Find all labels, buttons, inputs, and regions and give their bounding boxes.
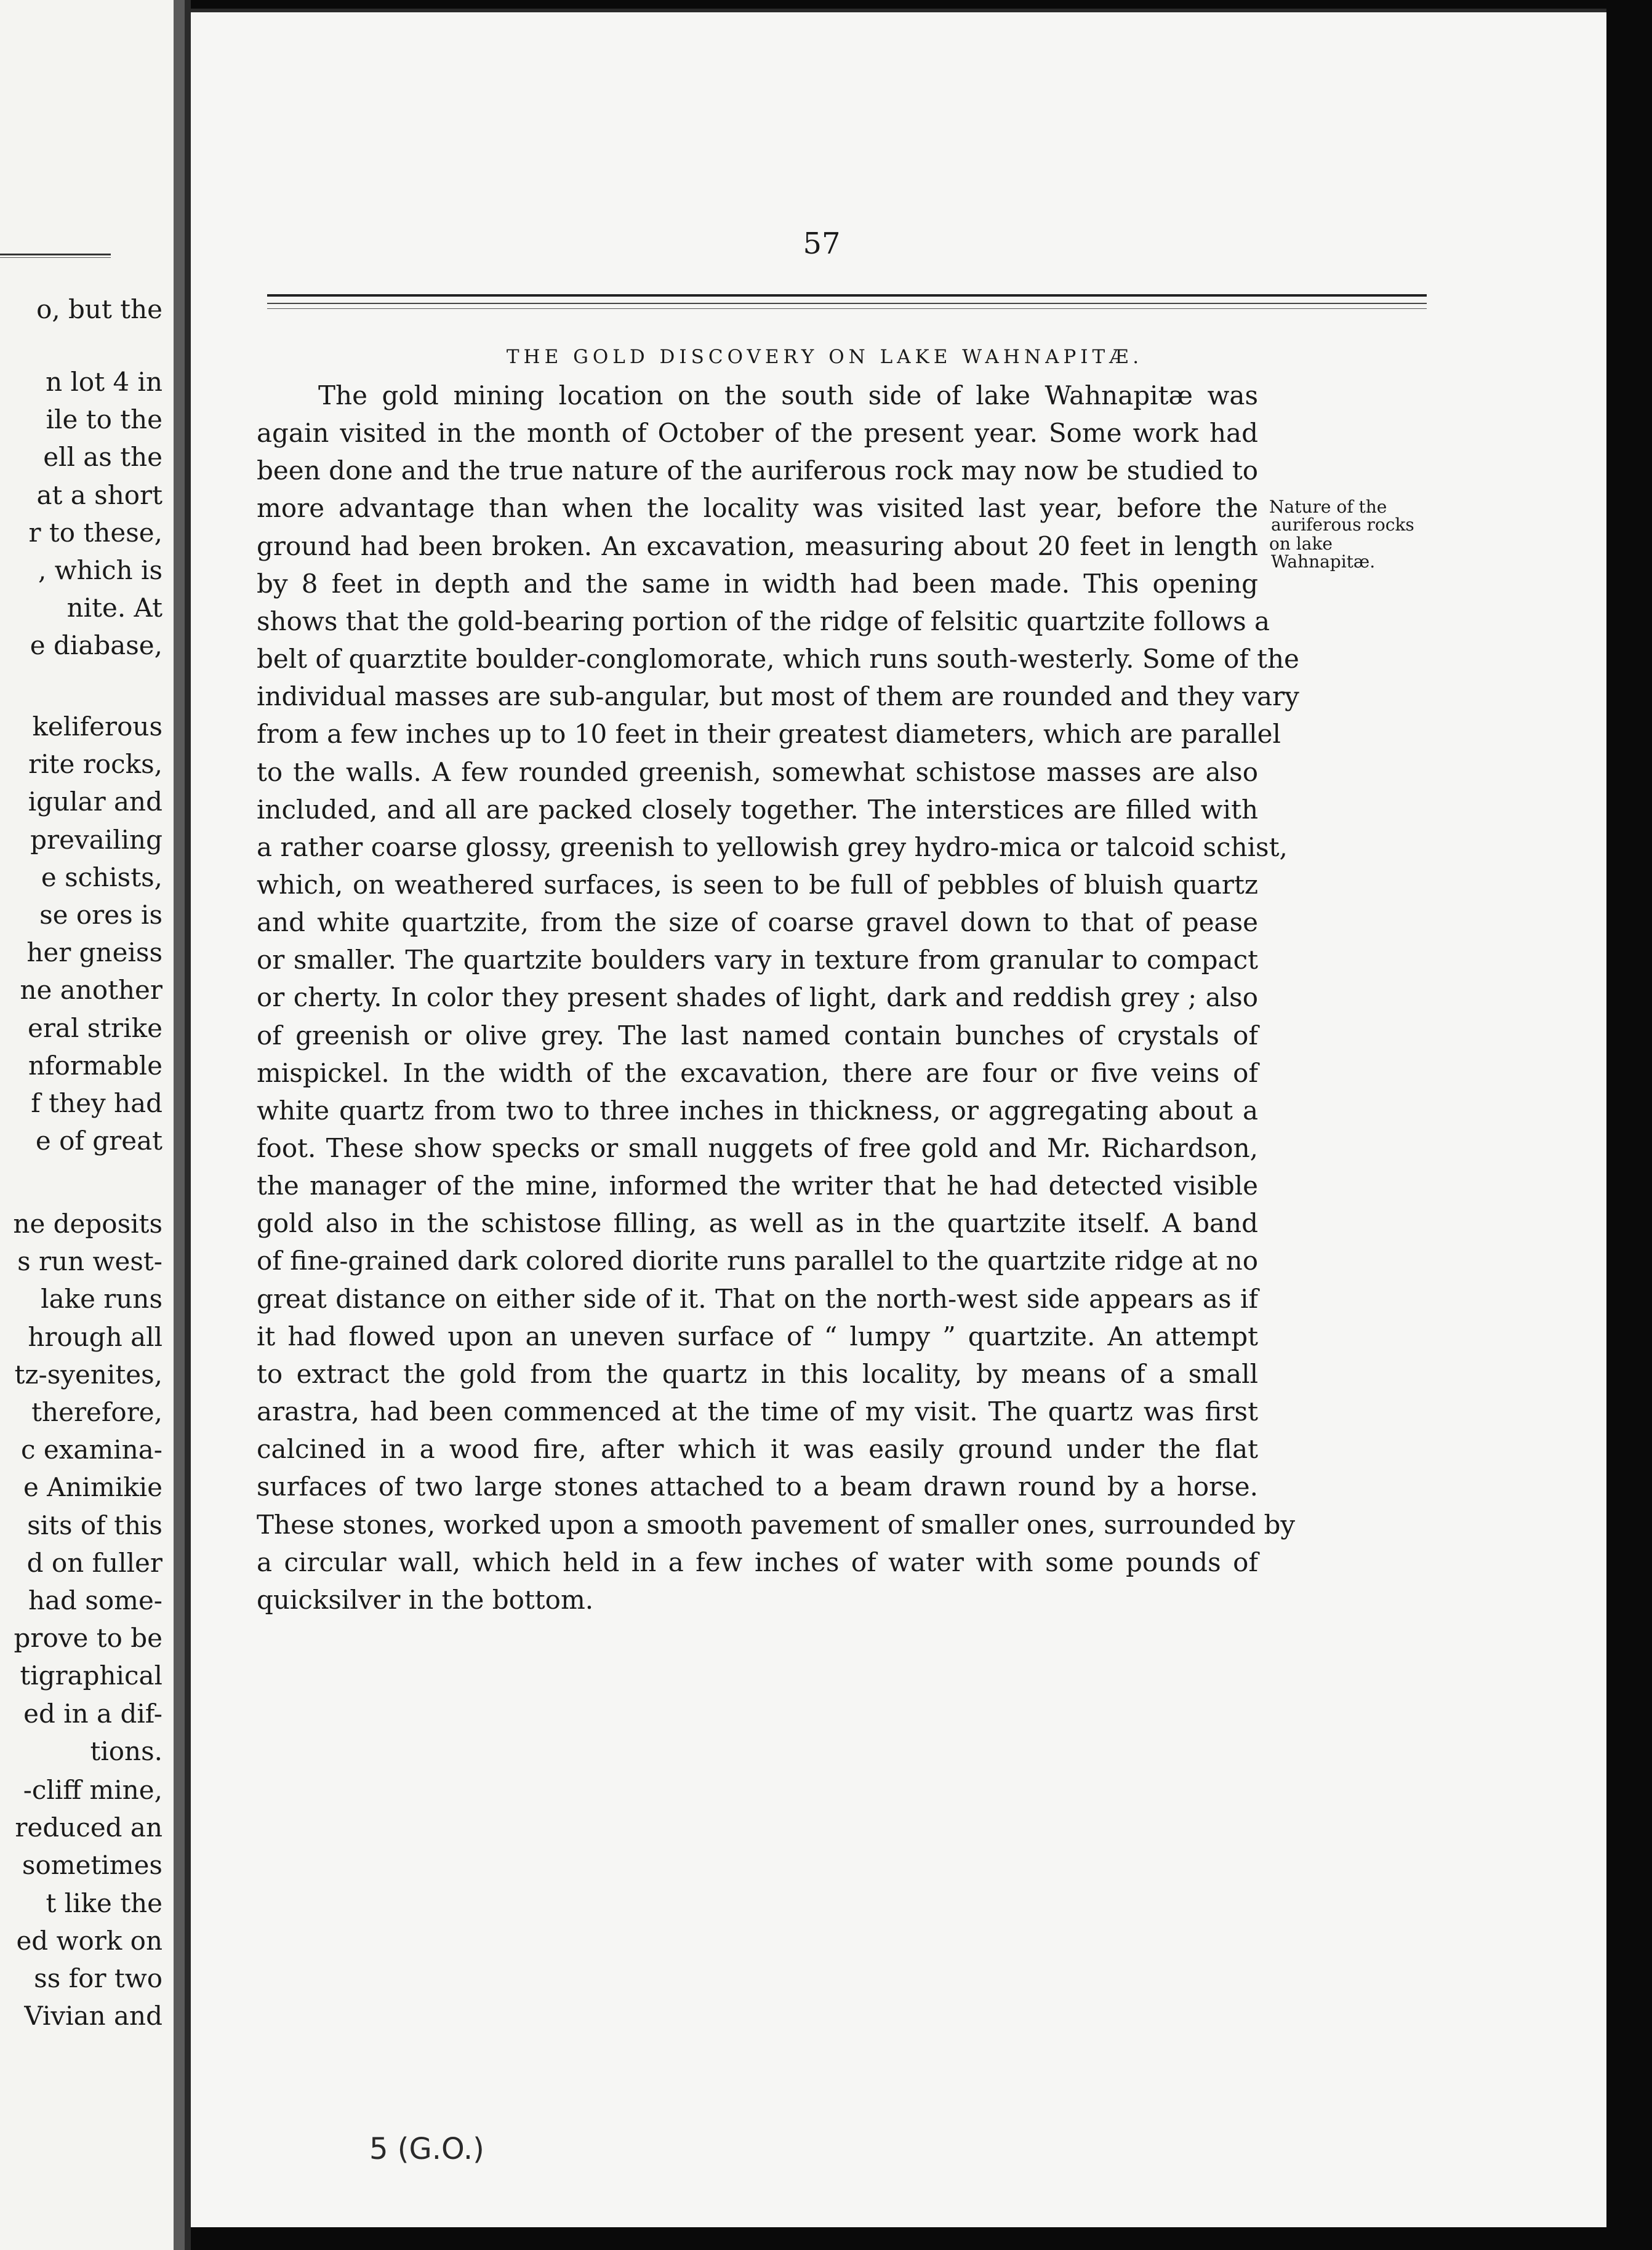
left-page-line: ell as the bbox=[43, 442, 162, 473]
left-page-line: e of great bbox=[35, 1126, 162, 1156]
header-rule bbox=[267, 303, 1427, 304]
left-page-line: eral strike bbox=[27, 1012, 162, 1043]
paragraph-line: calcined in a wood fire, after which it was easily ground under the flat bbox=[257, 1434, 1258, 1465]
paragraph-line: to extract the gold from the quartz in this locality, by means of a small bbox=[257, 1358, 1258, 1389]
left-page-line: , which is bbox=[38, 555, 162, 585]
paragraph-line: or smaller. The quartzite boulders vary in texture from granular to compact bbox=[257, 945, 1258, 975]
paragraph-line: to the walls. A few rounded greenish, somewhat schistose masses are also bbox=[257, 756, 1258, 787]
paragraph-line: ground had been broken. An excavation, measuring about 20 feet in length bbox=[257, 530, 1258, 561]
header-rule bbox=[267, 294, 1427, 297]
paragraph-line: a circular wall, which held in a few inches of water with some pounds of bbox=[257, 1547, 1258, 1577]
paragraph-line: great distance on either side of it. That on the north-west side appears as if bbox=[257, 1283, 1258, 1314]
left-page-line: nite. At bbox=[66, 593, 162, 623]
header-rule bbox=[267, 308, 1427, 309]
paragraph-line: from a few inches up to 10 feet in their greatest diameters, which are parallel bbox=[257, 719, 1281, 750]
page-number: 57 bbox=[803, 226, 841, 261]
left-page-line: r to these, bbox=[28, 517, 162, 548]
paragraph-line: of greenish or olive grey. The last named contain bunches of crystals of bbox=[257, 1020, 1258, 1051]
paragraph-line: mispickel. In the width of the excavation, there are four or five veins of bbox=[257, 1057, 1258, 1088]
paragraph-line: white quartz from two to three inches in thickness, or aggregating about a bbox=[257, 1095, 1258, 1126]
binding-shadow bbox=[185, 0, 191, 2250]
margin-note-line: Nature of the bbox=[1269, 497, 1387, 517]
left-page-rule bbox=[0, 254, 111, 258]
paragraph-line: quicksilver in the bottom. bbox=[257, 1584, 594, 1615]
left-page-line: prevailing bbox=[30, 824, 162, 855]
left-page-line: lake runs bbox=[41, 1284, 162, 1315]
left-page-line: se ores is bbox=[39, 900, 162, 930]
left-page-line: reduced an bbox=[15, 1812, 162, 1843]
left-page-line: f they had bbox=[31, 1088, 162, 1118]
left-page-line: ne another bbox=[20, 975, 162, 1006]
left-page-line: prove to be bbox=[14, 1623, 162, 1654]
left-page-line: igular and bbox=[28, 787, 162, 817]
section-heading: THE GOLD DISCOVERY ON LAKE WAHNAPITÆ. bbox=[506, 346, 1144, 368]
paragraph-line: been done and the true nature of the auriferous rock may now be studied to bbox=[257, 455, 1258, 486]
paragraph-line: surfaces of two large stones attached to a beam drawn round by a horse. bbox=[257, 1471, 1258, 1502]
scan-edge bbox=[1606, 0, 1652, 2250]
left-page-line: t like the bbox=[46, 1888, 162, 1918]
left-page-line: e Animikie bbox=[23, 1472, 162, 1503]
left-page-line: e diabase, bbox=[30, 630, 162, 661]
left-facing-page bbox=[0, 0, 174, 2250]
left-page-line: -cliff mine, bbox=[23, 1775, 162, 1805]
paragraph-line: These stones, worked upon a smooth pavement of smaller ones, surrounded by bbox=[257, 1509, 1296, 1540]
paragraph-line: it had flowed upon an uneven surface of “ lumpy ” quartzite. An attempt bbox=[257, 1321, 1258, 1351]
paragraph-line: arastra, had been commenced at the time of my visit. The quartz was first bbox=[257, 1396, 1258, 1427]
paragraph-line: again visited in the month of October of the present year. Some work had bbox=[257, 418, 1258, 449]
left-page-line: d on fuller bbox=[26, 1547, 162, 1578]
left-page-line: Vivian and bbox=[24, 2001, 162, 2032]
page-top-edge bbox=[191, 9, 1606, 12]
left-page-line: nformable bbox=[28, 1050, 162, 1081]
paragraph-line: foot. These show specks or small nuggets of free gold and Mr. Richardson, bbox=[257, 1133, 1258, 1163]
left-page-line: ne deposits bbox=[13, 1209, 162, 1239]
paragraph-line: or cherty. In color they present shades of light, dark and reddish grey ; also bbox=[257, 982, 1258, 1013]
main-page bbox=[191, 9, 1606, 2227]
paragraph-line: included, and all are packed closely together. The interstices are filled with bbox=[257, 794, 1258, 825]
left-page-line: o, but the bbox=[36, 294, 162, 324]
paragraph-line: individual masses are sub-angular, but most of them are rounded and they vary bbox=[257, 681, 1299, 712]
left-page-line: e schists, bbox=[41, 862, 162, 892]
left-page-line: sometimes bbox=[22, 1850, 162, 1881]
left-page-line: ss for two bbox=[34, 1963, 162, 1993]
paragraph-line: shows that the gold-bearing portion of the ridge of felsitic quartzite follows a bbox=[257, 606, 1270, 636]
left-page-line: ed work on bbox=[16, 1925, 162, 1956]
left-page-line: her gneiss bbox=[26, 937, 162, 968]
paragraph-line: which, on weathered surfaces, is seen to be full of pebbles of bluish quartz bbox=[257, 869, 1258, 900]
paragraph-line: belt of quarztite boulder-conglomorate, which runs south-westerly. Some of the bbox=[257, 644, 1299, 675]
paragraph-line: and white quartzite, from the size of coarse gravel down to that of pease bbox=[257, 907, 1258, 938]
left-page-line: hrough all bbox=[28, 1321, 162, 1352]
paragraph-line: The gold mining location on the south side of lake Wahnapitæ was bbox=[318, 380, 1258, 410]
left-page-line: therefore, bbox=[31, 1397, 162, 1427]
paragraph-line: a rather coarse glossy, greenish to yellowish grey hydro-mica or talcoid schist, bbox=[257, 831, 1288, 862]
paragraph-line: gold also in the schistose filling, as well as in the quartzite itself. A band bbox=[257, 1208, 1258, 1239]
margin-note-line: on lake bbox=[1269, 534, 1333, 554]
left-page-line: keliferous bbox=[32, 711, 162, 742]
left-page-line: had some- bbox=[28, 1585, 162, 1615]
left-page-line: ed in a dif- bbox=[23, 1698, 162, 1729]
left-page-line: n lot 4 in bbox=[46, 367, 162, 397]
left-page-line: tz-syenites, bbox=[14, 1359, 162, 1390]
paragraph-line: more advantage than when the locality was visited last year, before the bbox=[257, 493, 1258, 524]
margin-note-line: Wahnapitæ. bbox=[1271, 551, 1376, 572]
left-page-line: tigraphical bbox=[20, 1660, 162, 1691]
paragraph-line: of fine-grained dark colored diorite runs parallel to the quartzite ridge at no bbox=[257, 1246, 1258, 1276]
left-page-line: c examina- bbox=[21, 1435, 162, 1465]
paragraph-line: the manager of the mine, informed the writer that he had detected visible bbox=[257, 1171, 1258, 1201]
left-page-line: ile to the bbox=[46, 404, 162, 435]
left-page-line: at a short bbox=[36, 479, 162, 510]
left-page-line: rite rocks, bbox=[28, 749, 162, 780]
left-page-line: tions. bbox=[90, 1736, 162, 1766]
paragraph-line: by 8 feet in depth and the same in width had been made. This opening bbox=[257, 568, 1258, 599]
margin-note-line: auriferous rocks bbox=[1271, 514, 1414, 535]
left-page-line: s run west- bbox=[17, 1246, 162, 1277]
left-page-line: sits of this bbox=[27, 1510, 162, 1540]
signature-mark: 5 (G.O.) bbox=[369, 2132, 484, 2166]
